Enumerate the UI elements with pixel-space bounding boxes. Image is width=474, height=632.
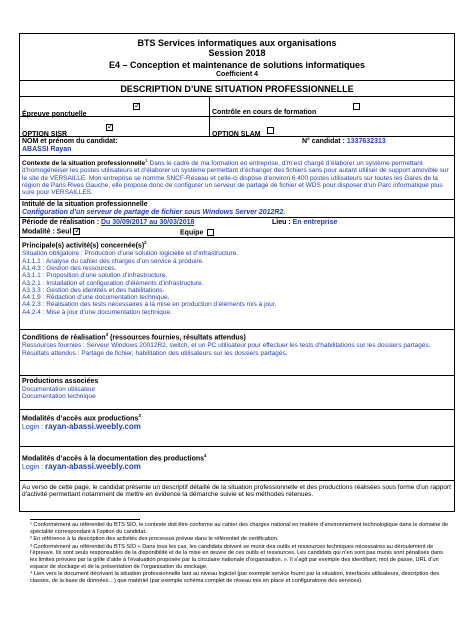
header-line-2: Session 2018 xyxy=(208,48,266,58)
page-title-text: DESCRIPTION D’UNE SITUATION PROFESSIONNELLE xyxy=(120,84,354,94)
acces-doc-label: Modalités d’accès à la documentation des productions xyxy=(22,455,205,463)
footnote-4: ⁴ Lien vers le document décrivant la situation professionnelle tant au niveau logiciel (par exemple service fourni par la situation, interfaces utilisateurs, description des classes, de la base de données…) que matériel (par exemple schéma complet de réseau mis en place et configurations des services). xyxy=(30,571,440,584)
activites-label: Principale(s) activité(s) concernée(s) xyxy=(22,242,145,250)
form-frame xyxy=(19,33,455,512)
controle-cours-label: Contrôle en cours de formation xyxy=(212,109,317,116)
context-sup: 1 xyxy=(145,158,148,163)
header-line-1: BTS Services informatiques aux organisations xyxy=(137,38,337,48)
epreuve-ponctuelle-label: Épreuve ponctuelle xyxy=(22,111,87,118)
list-item: Situation obligatoire : Production d’une solution logicielle et d’infrastructure. xyxy=(22,250,239,258)
list-item: A3.2.1 : Installation et configuration d’éléments d’infrastructure. xyxy=(22,279,204,287)
conditions-heading xyxy=(22,331,452,342)
option-sisr-label: OPTION SISR xyxy=(22,131,68,138)
verso-row xyxy=(20,481,454,511)
lieu-value: En entreprise xyxy=(292,219,338,226)
list-item: A1.1.1 : Analyse du cahier des charges d’un service à produire. xyxy=(22,257,205,265)
lieu xyxy=(272,219,337,227)
option-sisr-cell xyxy=(20,117,210,136)
option-row xyxy=(20,117,454,137)
page-title xyxy=(20,81,454,97)
conditions-row xyxy=(20,330,454,376)
modalite-seul-checkbox[interactable] xyxy=(73,228,80,235)
footnote-3: ³ Conformément au référentiel du BTS SIO « Dans tous les cas, les candidats doivent se munir des outils et ressources techniques nécessaires au déroulement de l’épreuve. Ils sont seuls responsables de la disponibilité et de la mise en œuvre de ces outils et ressources. Les candidats qui n’en sont pas munis sont pénalisés dans les limites prévues par la grille d’aide à l’évaluation proposée par la circulaire nationale d’organisation. ». Il s’agit par exemple des identifiant, mot de passe, URL d’un espace de stockage et de la présentation de l’organisation du stockage. xyxy=(30,543,443,570)
periode-label: Période de réalisation : xyxy=(22,219,100,226)
acces-productions-login-label: Login : xyxy=(22,424,44,432)
acces-doc-login xyxy=(22,463,452,472)
candidate-number-label: N° candidat : xyxy=(302,138,345,145)
intitule-value: Configuration d’un serveur de partage de fichier sous Windows Server 2012R2. xyxy=(22,209,286,216)
option-slam-label: OPTION SLAM xyxy=(212,131,261,138)
modalite-seul-label: Seul xyxy=(56,228,72,236)
activites-list xyxy=(22,250,452,316)
header-line-3: E4 – Conception et maintenance de solutions informatiques xyxy=(108,60,366,70)
list-item: Documentation utilisateur xyxy=(22,386,96,393)
epreuve-ponctuelle-cell xyxy=(20,97,210,116)
list-item: A3.3.3 : Gestion des identités et des habilitations. xyxy=(22,286,165,294)
conditions-label-suffix: (ressources fournies, résultats attendus) xyxy=(108,334,246,342)
modalite-equipe xyxy=(180,229,214,237)
activites-row xyxy=(20,238,454,330)
option-slam-cell xyxy=(210,117,454,136)
acces-doc-login-label: Login : xyxy=(22,464,44,472)
modalite-label: Modalité : xyxy=(22,228,55,236)
activites-sup: 2 xyxy=(144,240,147,245)
context-row xyxy=(20,156,454,200)
activites-heading xyxy=(22,239,452,250)
footnote-2: ² En référence à la description des activités des processus prévue dans le référentiel de certification. xyxy=(30,536,279,543)
acces-doc-sup: 4 xyxy=(204,453,207,458)
controle-cours-cell xyxy=(210,97,454,116)
controle-cours-checkbox[interactable] xyxy=(353,103,360,110)
list-item: A1.4.3 : Gestion des ressources. xyxy=(22,264,117,272)
list-item: Documentation technique xyxy=(22,393,96,401)
context-label: Contexte de la situation professionnelle xyxy=(22,160,146,168)
intitule-label: Intitulé de la situation professionnelle xyxy=(22,201,148,208)
modalite-equipe-label: Equipe xyxy=(180,229,204,237)
list-item: A4.2.3 : Réalisation des tests nécessaires à la mise en production d’éléments mis à jour. xyxy=(22,301,277,309)
acces-productions-label: Modalités d’accès aux productions xyxy=(22,415,139,423)
conditions-line-2: Résultats attendus : Partage de fichier, habilitation des utilisateurs sur les dossiers partagés. xyxy=(22,349,288,357)
periode-value: Du 30/09/2017 au 30/03/2018 xyxy=(100,219,195,226)
footnote-1: ¹ Conformément au référentiel du BTS SIO, le contexte doit être conforme au cahier des charges national en matière d’environnement technologique dans le domaine de spécialité correspondant à l’option du candidat. xyxy=(30,522,449,535)
epreuve-row xyxy=(20,97,454,117)
epreuve-ponctuelle-checkbox[interactable] xyxy=(133,103,140,110)
list-item: A3.1.1 : Proposition d’une solution d’infrastructure. xyxy=(22,272,168,280)
option-slam-checkbox[interactable] xyxy=(267,127,274,134)
candidate-number xyxy=(302,138,386,146)
candidate-number-value: 1337632313 xyxy=(346,138,386,145)
candidate-name-value: ABASSI Rayan xyxy=(22,146,72,153)
list-item: A4.1.9 : Rédaction d’une documentation technique. xyxy=(22,294,170,302)
list-item: A4.2.4 : Mise à jour d’une documentation technique. xyxy=(22,308,172,316)
productions-row xyxy=(20,376,454,410)
conditions-line-1: Ressources fournies : Serveur Windows 20012R2, switch, et un PC utilisateur pour effectuer les tests d’habilitations sur les dossiers partagés. xyxy=(22,342,431,350)
verso-text: Au verso de cette page, le candidat présente un descriptif détaillé de la situation professionnelle et des productions réalisées sous forme d’un rapport d’activité permettant notamment de mettre en évidence la démarche suivie et les méthodes retenues. xyxy=(22,484,451,499)
context-text: Dans le cadre de ma formation en entreprise, d’m’est chargé d’élaborer un système permettant d’homogénéiser les postes utilisateurs et d’élaborer un système permettant d’échanger des fichiers sans pour autant utiliser de support amovible sur le site de VERSAILLE. Mon entreprise se nomme SNCF-Réseau et celle-ci dispose d’environ 6 400 postes utilisateurs sur toutes les Gares de la région de Paris Rives Gauche, elle propose donc de configurer un serveur de partage de fichier et WDS pour disposer d’un Parc informatique plus sure pour VERSAILLES. xyxy=(22,160,449,197)
modalite-line xyxy=(22,228,452,236)
acces-productions-row xyxy=(20,410,454,447)
productions-label: Productions associées xyxy=(22,378,99,385)
footnotes xyxy=(30,519,450,585)
header-line-4: Coefficient 4 xyxy=(215,71,258,78)
acces-productions-login-link[interactable]: rayan-abassi.weebly.com xyxy=(44,422,141,432)
intitule-row xyxy=(20,200,454,218)
acces-productions-sup: 3 xyxy=(138,413,141,418)
form-header xyxy=(20,34,454,81)
context-block xyxy=(22,157,452,197)
acces-productions-login xyxy=(22,423,452,432)
acces-doc-login-link[interactable]: rayan-abassi.weebly.com xyxy=(44,462,141,472)
modalite-equipe-checkbox[interactable] xyxy=(207,229,214,236)
conditions-sup: 3 xyxy=(105,332,109,337)
candidate-row xyxy=(20,137,454,156)
candidate-name-label: NOM et prénom du candidat: xyxy=(22,138,118,145)
footnote-divider xyxy=(30,519,140,520)
periode-row xyxy=(20,218,454,238)
acces-doc-row xyxy=(20,447,454,481)
option-sisr-checkbox[interactable] xyxy=(106,124,113,131)
periode-line xyxy=(22,219,452,227)
conditions-label: Conditions de réalisation xyxy=(22,334,106,342)
lieu-label: Lieu : xyxy=(272,219,291,226)
